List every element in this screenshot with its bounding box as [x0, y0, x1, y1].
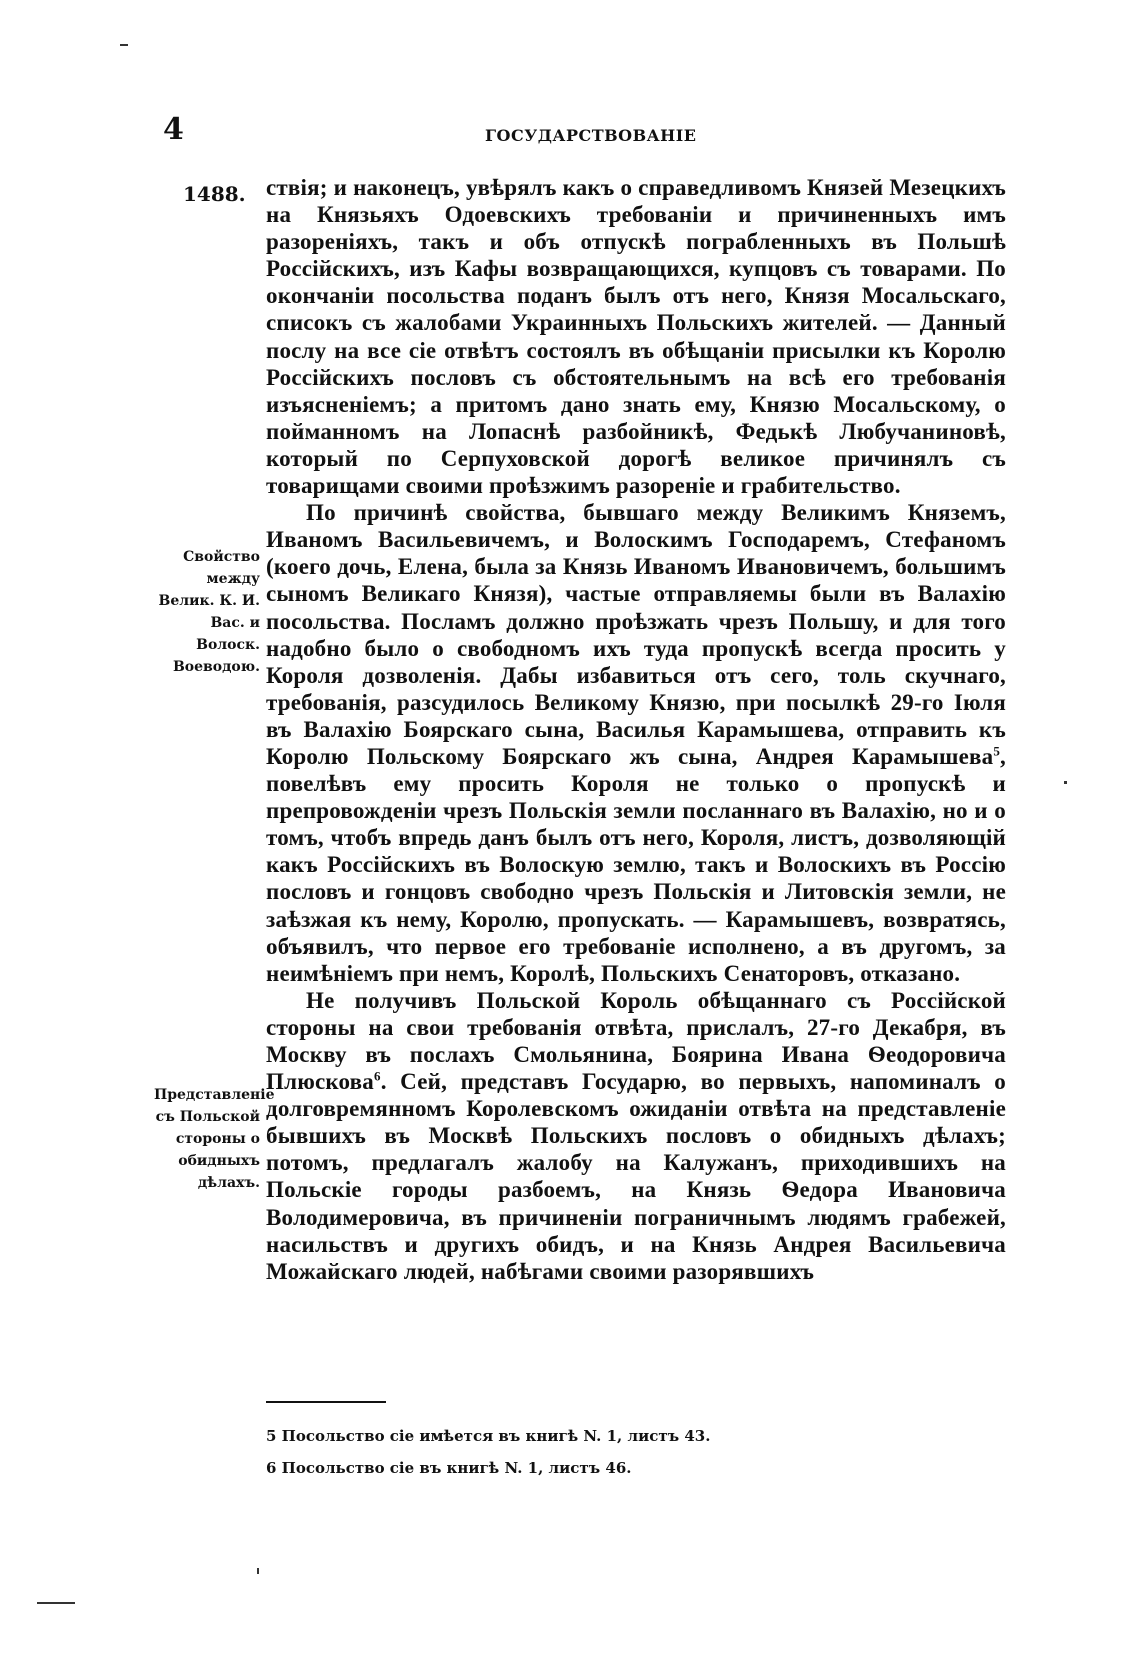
- footnote-5: 5 Посольство сіе имѣется въ книгѣ N. 1, листъ 43.: [266, 1427, 711, 1445]
- paragraph-2-part-2: , повелѣвъ ему просить Короля не только о пропускѣ и препровожденіи чрезъ Польскія земли посланнаго въ Валахію, но и о томъ, чтобъ впредь данъ былъ отъ него, Короля, листъ, дозволяющій какъ Россійскихъ въ Волоскую землю, такъ и Волоскихъ въ Россію пословъ и гонцовъ свободно чрезъ Польскія и Литовскія земли, не заѣзжая къ нему, Королю, пропускать. — Карамышевъ, возвратясь, объявилъ, что первое его требованіе исполнено, а въ другомъ, за неимѣніемъ при немъ, Королѣ, Польскихъ Сенаторовъ, отказано.: [266, 743, 1006, 986]
- margin-note-kinship: Свойство между Велик. К. И. Вас. и Волоск. Воеводою.: [158, 549, 260, 675]
- scan-speck: [257, 1568, 259, 1574]
- paragraph-3-part-2: . Сей, представъ Государю, во первыхъ, напоминалъ о долговремянномъ Королевскомъ ожиданіи отвѣта на представленіе бывшихъ въ Москвѣ Польскихъ пословъ о обидныхъ дѣлахъ; потомъ, предлагалъ жалобу на Калужанъ, приходившихъ на Польскіе городы разбоемъ, на Князь Ѳедора Ивановича Володимеровича, въ причиненіи пограничнымъ людямъ грабежей, насильствъ и другихъ обидъ, и на Князь Андрея Васильевича Можайскаго людей, набѣгами своими разорявшихъ: [266, 1069, 1006, 1284]
- margin-year: 1488.: [183, 182, 246, 206]
- footnote-ref-5: 5: [993, 743, 1001, 759]
- footnote-6: 6 Посольство сіе въ книгѣ N. 1, листъ 46.: [266, 1459, 632, 1477]
- body-text: [266, 174, 1006, 1285]
- scan-speck: [37, 1602, 75, 1604]
- footnote-ref-6: 6: [373, 1068, 381, 1084]
- paragraph-3: [266, 987, 1006, 1285]
- page-number: 4: [163, 112, 184, 147]
- scan-speck: [1064, 781, 1067, 784]
- paragraph-2: [266, 499, 1006, 987]
- scan-speck: [120, 44, 128, 46]
- footnote-rule: [266, 1401, 386, 1403]
- running-head: ГОСУДАРСТВОВАНІЕ: [485, 126, 697, 145]
- paragraph-3-part-1: Не получивъ Польской Король обѣщаннаго съ Россійской стороны на свои требованія отвѣта, прислалъ, 27-го Декабря, въ Москву въ послахъ Смольянина, Боярина Ивана Ѳеодоровича Плюскова: [266, 987, 1006, 1095]
- paragraph-2-part-1: По причинѣ свойства, бывшаго между Великимъ Княземъ, Иваномъ Васильевичемъ, и Волоскимъ Господаремъ, Стефаномъ (коего дочь, Елена, была за Князь Иваномъ Ивановичемъ, большимъ сыномъ Великаго Князя), частые отправляемы были въ Валахію посольства. Посламъ должно проѣзжать чрезъ Польшу, и для того надобно было о свободномъ ихъ туда пропускѣ всегда просить у Короля дозволенія. Дабы избавиться отъ сего, толь скучнаго, требованія, разсудилось Великому Князю, при посылкѣ 29-го Іюля въ Валахію Боярскаго сына, Василья Карамышева, отправить къ Королю Польскому Боярскаго жъ сына, Андрея Карамышева: [266, 500, 1006, 769]
- margin-note-complaint: Представленіе съ Польской стороны о обидныхъ дѣлахъ.: [154, 1087, 275, 1191]
- paragraph-1: ствія; и наконецъ, увѣрялъ какъ о справедливомъ Князей Мезецкихъ на Князьяхъ Одоевскихъ требованіи и причиненныхъ имъ разореніяхъ, такъ и объ отпускѣ пограбленныхъ въ Польшѣ Россійскихъ, изъ Кафы возвращающихся, купцовъ съ товарами. По окончаніи посольства поданъ былъ отъ него, Князя Мосальскаго, списокъ съ жалобами Украинныхъ Польскихъ жителей. — Данный послу на все сіе отвѣтъ состоялъ въ обѣщаніи присылки къ Королю Россійскихъ пословъ съ обстоятельнымъ на всѣ его требованія изъясненіемъ; а притомъ дано знать ему, Князю Мосальскому, о пойманномъ на Лопаснѣ разбойникѣ, Федькѣ Любучаниновѣ, который по Серпуховской дорогѣ великое причинялъ съ товарищами своими проѣзжимъ разореніе и грабительство.: [266, 175, 1006, 499]
- footnotes: [266, 1420, 710, 1484]
